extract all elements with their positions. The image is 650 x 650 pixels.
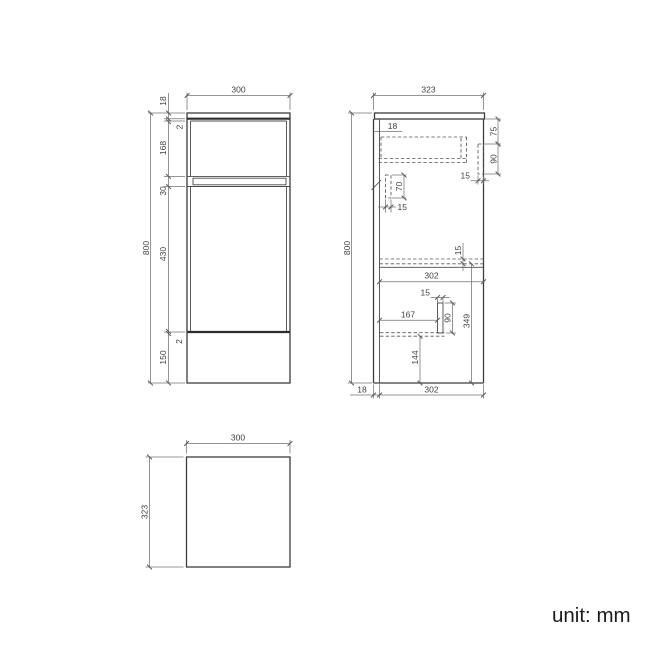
side-shelf-to-bottom-dim: 349 (461, 313, 472, 329)
side-bottom-front-dim: 18 (357, 384, 367, 395)
side-wall-rail-hidden (478, 144, 484, 174)
side-rail-offset-dim: 75 (488, 126, 499, 137)
side-shelf-thickness-dim: 15 (453, 245, 463, 256)
side-interior-depth-dim: 302 (424, 270, 439, 281)
side-depth-dim: 323 (421, 84, 436, 95)
front-bottom-gap-dim: 2 (174, 339, 184, 344)
front-width-dim: 300 (231, 84, 246, 95)
side-support-thickness-dim: 15 (420, 287, 430, 298)
side-bottom-interior-dim: 302 (424, 384, 439, 395)
side-view-body (372, 113, 485, 383)
side-support-offset-dim: 167 (400, 309, 416, 320)
front-carcass-outline (187, 113, 290, 383)
side-lower-clearance-dim: 144 (410, 350, 420, 365)
front-door-dim: 430 (158, 246, 168, 262)
front-view-dimensions (141, 85, 290, 386)
front-view (141, 85, 290, 386)
front-rail-dim: 30 (158, 186, 168, 196)
front-top-thickness-dim: 18 (158, 96, 168, 106)
front-height-dim: 800 (141, 240, 151, 256)
top-depth-dim: 323 (139, 504, 150, 520)
top-view-dimensions (140, 433, 291, 568)
top-view-outline (187, 457, 291, 567)
front-top-gap-dim: 2 (174, 124, 185, 130)
top-view (140, 433, 291, 568)
side-worktop (375, 113, 485, 119)
side-height-dim: 800 (342, 240, 352, 256)
front-view-body (187, 113, 290, 383)
side-front-thickness-dim: 18 (387, 121, 398, 131)
side-rail-height-dim: 90 (488, 154, 499, 164)
front-upper-panel-dim: 168 (158, 140, 168, 156)
side-handle-hidden (386, 175, 392, 198)
side-handle-height-dim: 70 (394, 181, 404, 192)
side-view (342, 85, 501, 399)
side-handle-depth-dim: 15 (397, 202, 407, 212)
unit-label: unit: mm (552, 604, 631, 627)
side-view-hidden-lines (379, 137, 484, 336)
top-width-dim: 300 (230, 432, 246, 443)
front-recessed-rail (193, 178, 286, 185)
side-support-height-dim: 90 (442, 313, 453, 323)
side-view-dimensions (342, 85, 501, 399)
side-rail-thickness-dim: 15 (460, 170, 470, 181)
front-plinth-dim: 150 (158, 350, 168, 365)
